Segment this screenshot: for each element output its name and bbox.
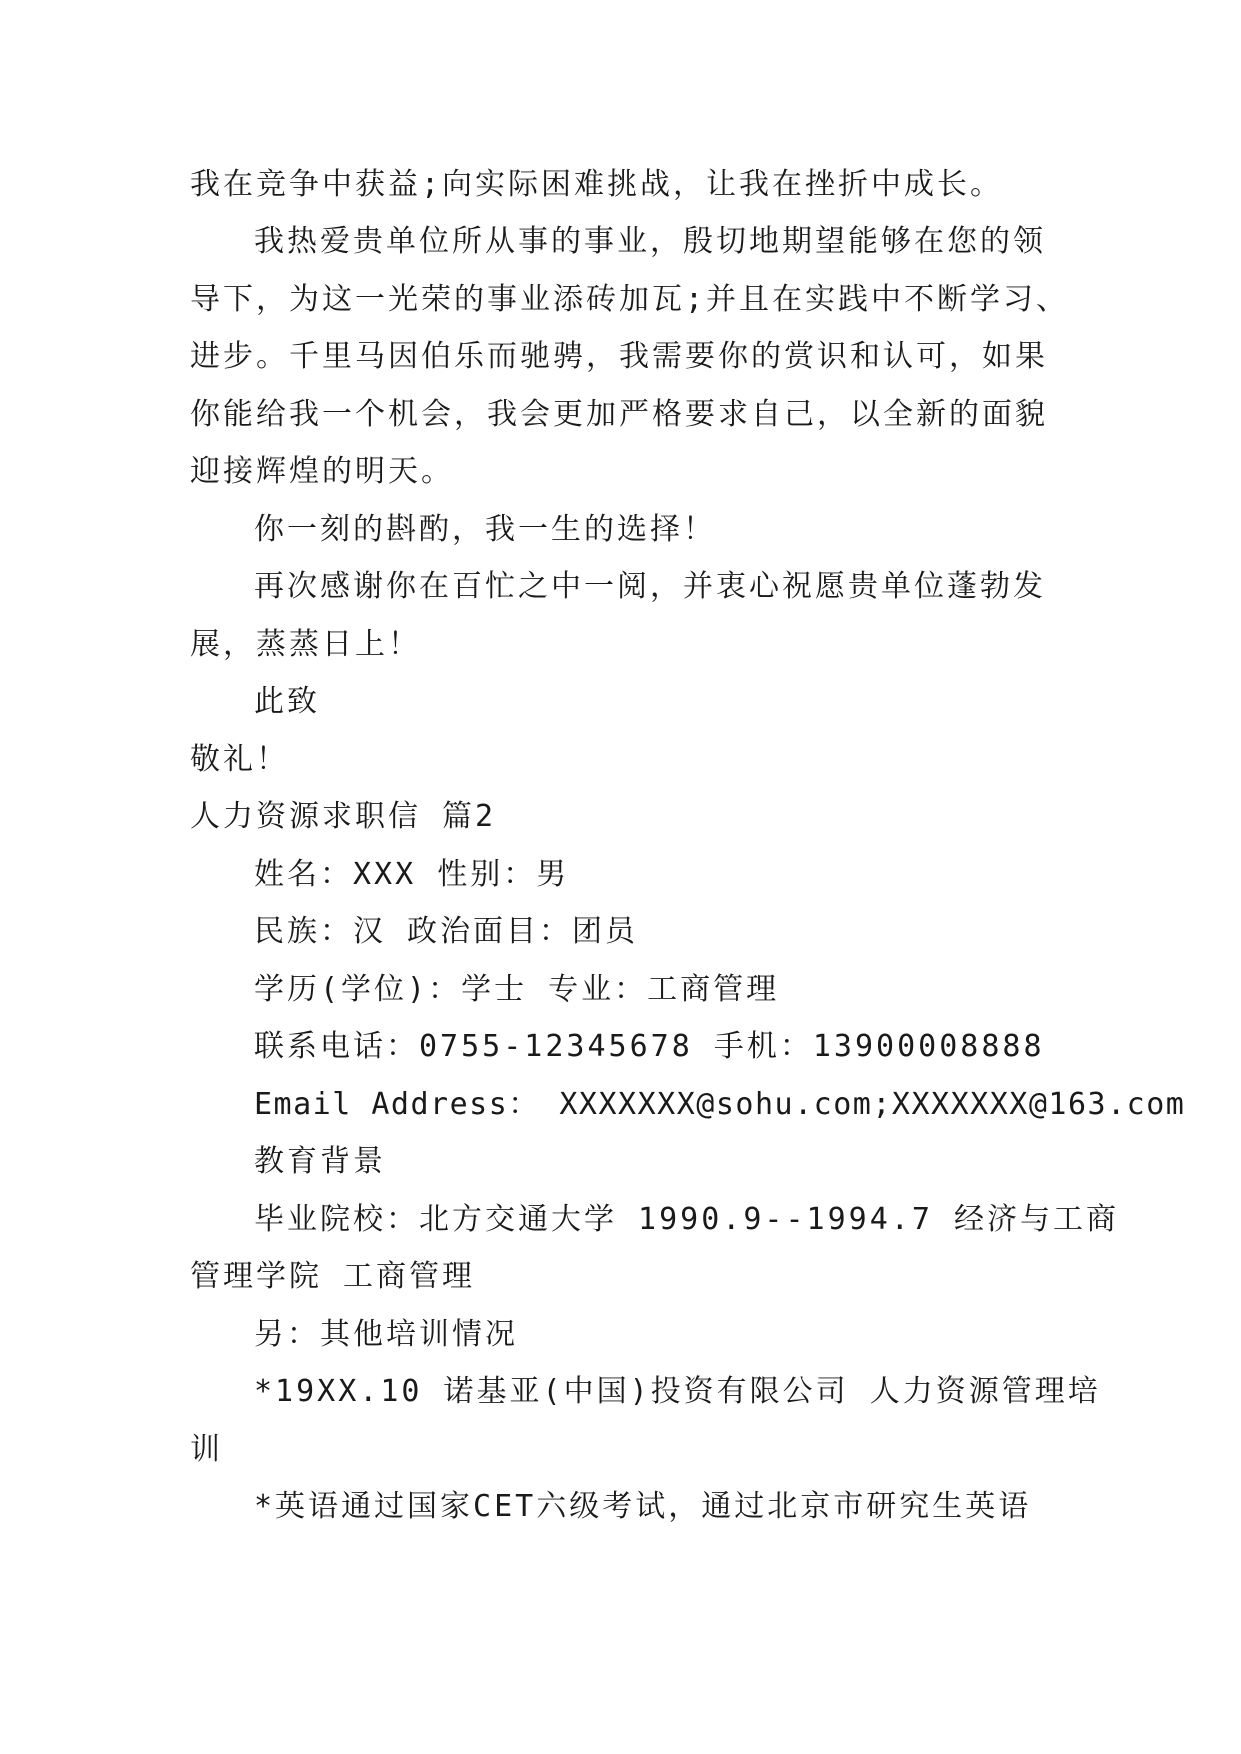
text-line: *19XX.10 诺基亚(中国)投资有限公司 人力资源管理培	[254, 1374, 1101, 1409]
text-line: Email Address： XXXXXXX@sohu.com;XXXXXXX@163.com	[254, 1087, 1186, 1122]
text-line: 姓名：XXX 性别：男	[254, 857, 570, 892]
text-line: 你一刻的斟酌，我一生的选择！	[254, 512, 716, 547]
text-line: 训	[190, 1432, 223, 1467]
text-line: 敬礼！	[190, 742, 289, 777]
text-line: 管理学院 工商管理	[190, 1259, 476, 1294]
text-line: 展，蒸蒸日上！	[190, 627, 421, 662]
text-line: 学历(学位)：学士 专业：工商管理	[254, 972, 780, 1007]
text-line: 联系电话：0755-12345678 手机：13900008888	[254, 1029, 1045, 1064]
text-line: 毕业院校：北方交通大学 1990.9--1994.7 经济与工商	[254, 1202, 1119, 1237]
text-line: 再次感谢你在百忙之中一阅，并衷心祝愿贵单位蓬勃发	[254, 569, 1046, 604]
text-line: 我热爱贵单位所从事的事业，殷切地期望能够在您的领	[254, 224, 1046, 259]
text-line: 迎接辉煌的明天。	[190, 454, 454, 489]
text-line: *英语通过国家CET六级考试，通过北京市研究生英语	[254, 1489, 1032, 1524]
section-heading: 人力资源求职信 篇2	[190, 799, 497, 834]
text-line: 你能给我一个机会，我会更加严格要求自己，以全新的面貌	[190, 397, 1048, 432]
text-line: 此致	[254, 684, 320, 719]
text-line: 进步。千里马因伯乐而驰骋，我需要你的赏识和认可，如果	[190, 339, 1048, 374]
text-line: 导下，为这一光荣的事业添砖加瓦;并且在实践中不断学习、	[190, 282, 1070, 317]
text-line: 民族：汉 政治面目：团员	[254, 914, 639, 949]
text-line: 我在竞争中获益;向实际困难挑战，让我在挫折中成长。	[190, 167, 1004, 202]
text-line: 另：其他培训情况	[254, 1317, 518, 1352]
text-line: 教育背景	[254, 1144, 386, 1179]
